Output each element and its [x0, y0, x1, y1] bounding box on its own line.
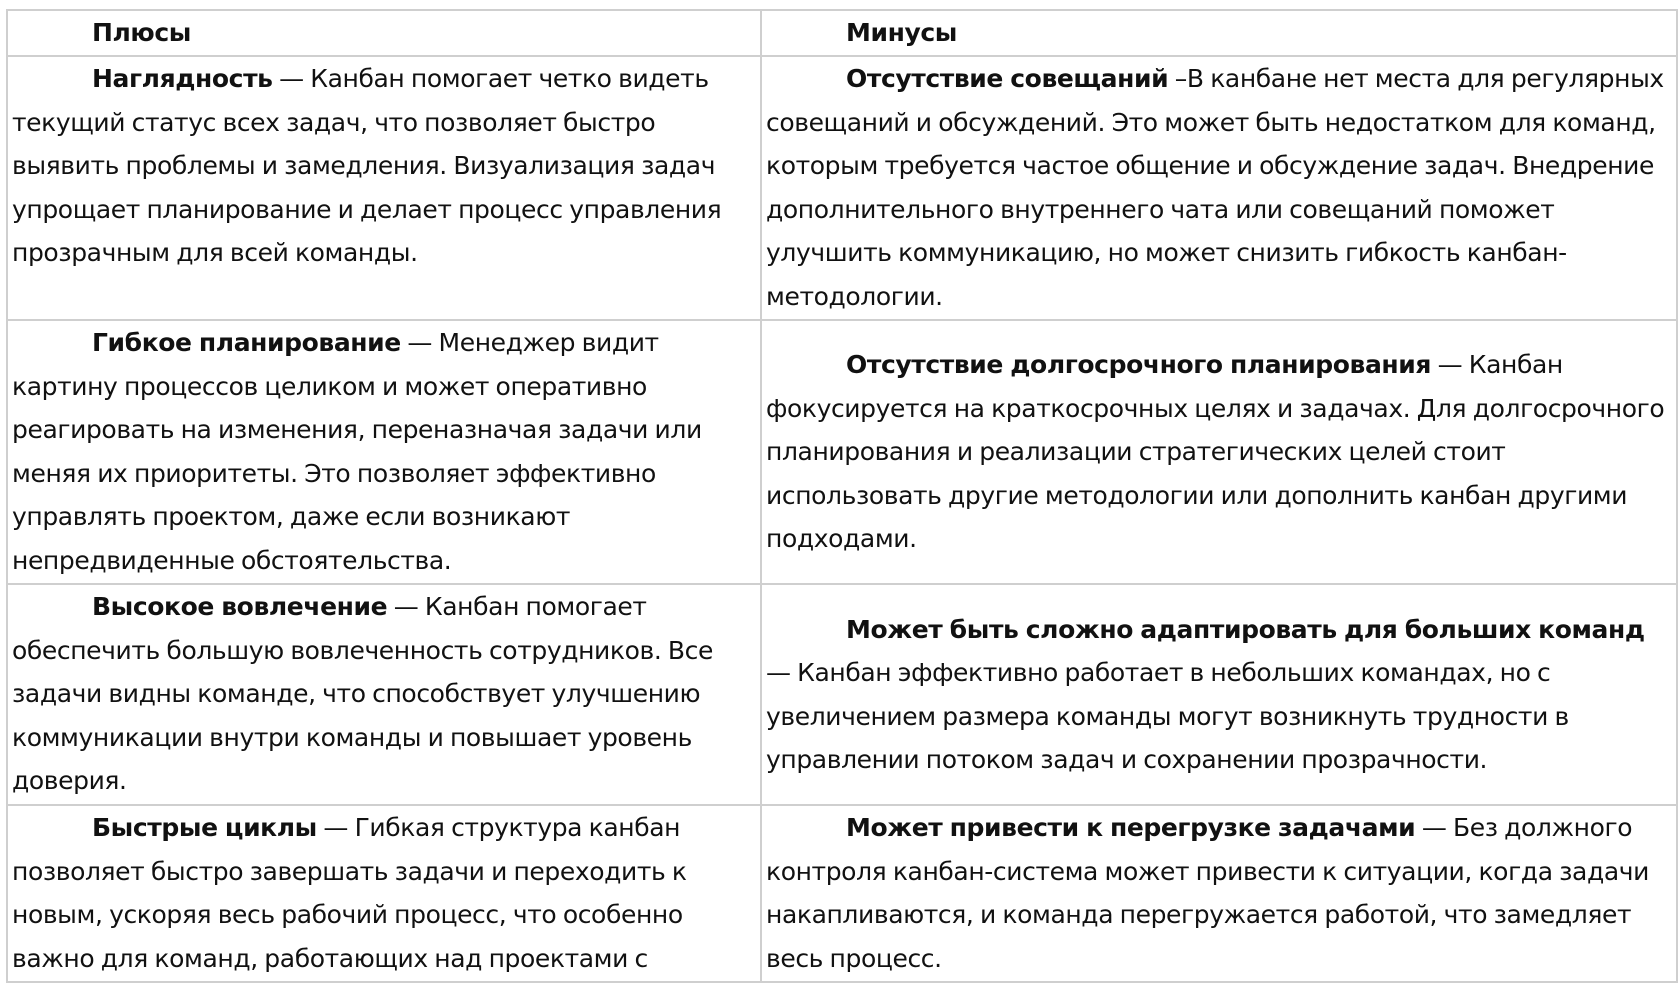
con-title: Отсутствие совещаний	[846, 64, 1169, 93]
con-text: –В канбане нет места для регулярных совещаний и обсуждений. Это может быть недостатком для команд, которым требуется частое общение и обсуждение задач. Внедрение дополнительного внутреннего чата или совещаний поможет улучшить коммуникацию, но может снизить гибкость канбан-методологии.	[766, 64, 1664, 311]
con-title: Может привести к перегрузке задачами	[846, 813, 1416, 842]
con-cell	[761, 805, 1677, 982]
con-title: Отсутствие долгосрочного планирования	[846, 350, 1432, 380]
header-row	[7, 10, 1677, 56]
pro-title: Быстрые циклы	[92, 813, 317, 842]
pro-cell	[7, 584, 761, 805]
pro-text: — Канбан помогает четко видеть текущий статус всех задач, что позволяет быстро выявить проблемы и замедления. Визуализация задач упрощает планирование и делает процесс управления прозрачным для всей команды.	[12, 64, 722, 267]
pro-text: — Канбан помогает обеспечить большую вовлеченность сотрудников. Все задачи видны команде, что способствует улучшению коммуникации внутри команды и повышает уровень доверия.	[12, 592, 714, 795]
table-row	[7, 584, 1677, 805]
pro-cell	[7, 56, 761, 320]
pro-title: Высокое вовлечение	[92, 592, 388, 621]
con-title: Может быть сложно адаптировать для больших команд	[846, 614, 1645, 644]
pros-cons-table	[6, 9, 1678, 983]
pro-text: — Менеджер видит картину процессов целиком и может оперативно реагировать на изменения, переназначая задачи или меняя их приоритеты. Это позволяет эффективно управлять проектом, даже если возникают непредвиденные обстоятельства.	[12, 328, 702, 575]
header-pros: Плюсы	[7, 10, 761, 56]
con-cell	[761, 320, 1677, 584]
pro-title: Наглядность	[92, 64, 273, 93]
pro-title: Гибкое планирование	[92, 328, 401, 357]
con-cell	[761, 584, 1677, 805]
table-row	[7, 320, 1677, 584]
table-row	[7, 56, 1677, 320]
header-cons: Минусы	[761, 10, 1677, 56]
con-text: — Канбан фокусируется на краткосрочных целях и задачах. Для долгосрочного планирования и реализации стратегических целей стоит использовать другие методологии или дополнить канбан другими подходами.	[766, 350, 1665, 554]
table-row	[7, 805, 1677, 982]
pro-text: — Гибкая структура канбан позволяет быстро завершать задачи и переходить к новым, ускоряя весь рабочий процесс, что особенно важно для команд, работающих над проектами с	[12, 813, 687, 973]
con-cell	[761, 56, 1677, 320]
con-text: — Без должного контроля канбан-система может привести к ситуации, когда задачи накапливаются, и команда перегружается работой, что замедляет весь процесс.	[766, 813, 1649, 973]
con-text: — Канбан эффективно работает в небольших командах, но с увеличением размера команды могут возникнуть трудности в управлении потоком задач и сохранении прозрачности.	[766, 658, 1569, 774]
pro-cell	[7, 320, 761, 584]
pro-cell	[7, 805, 761, 982]
